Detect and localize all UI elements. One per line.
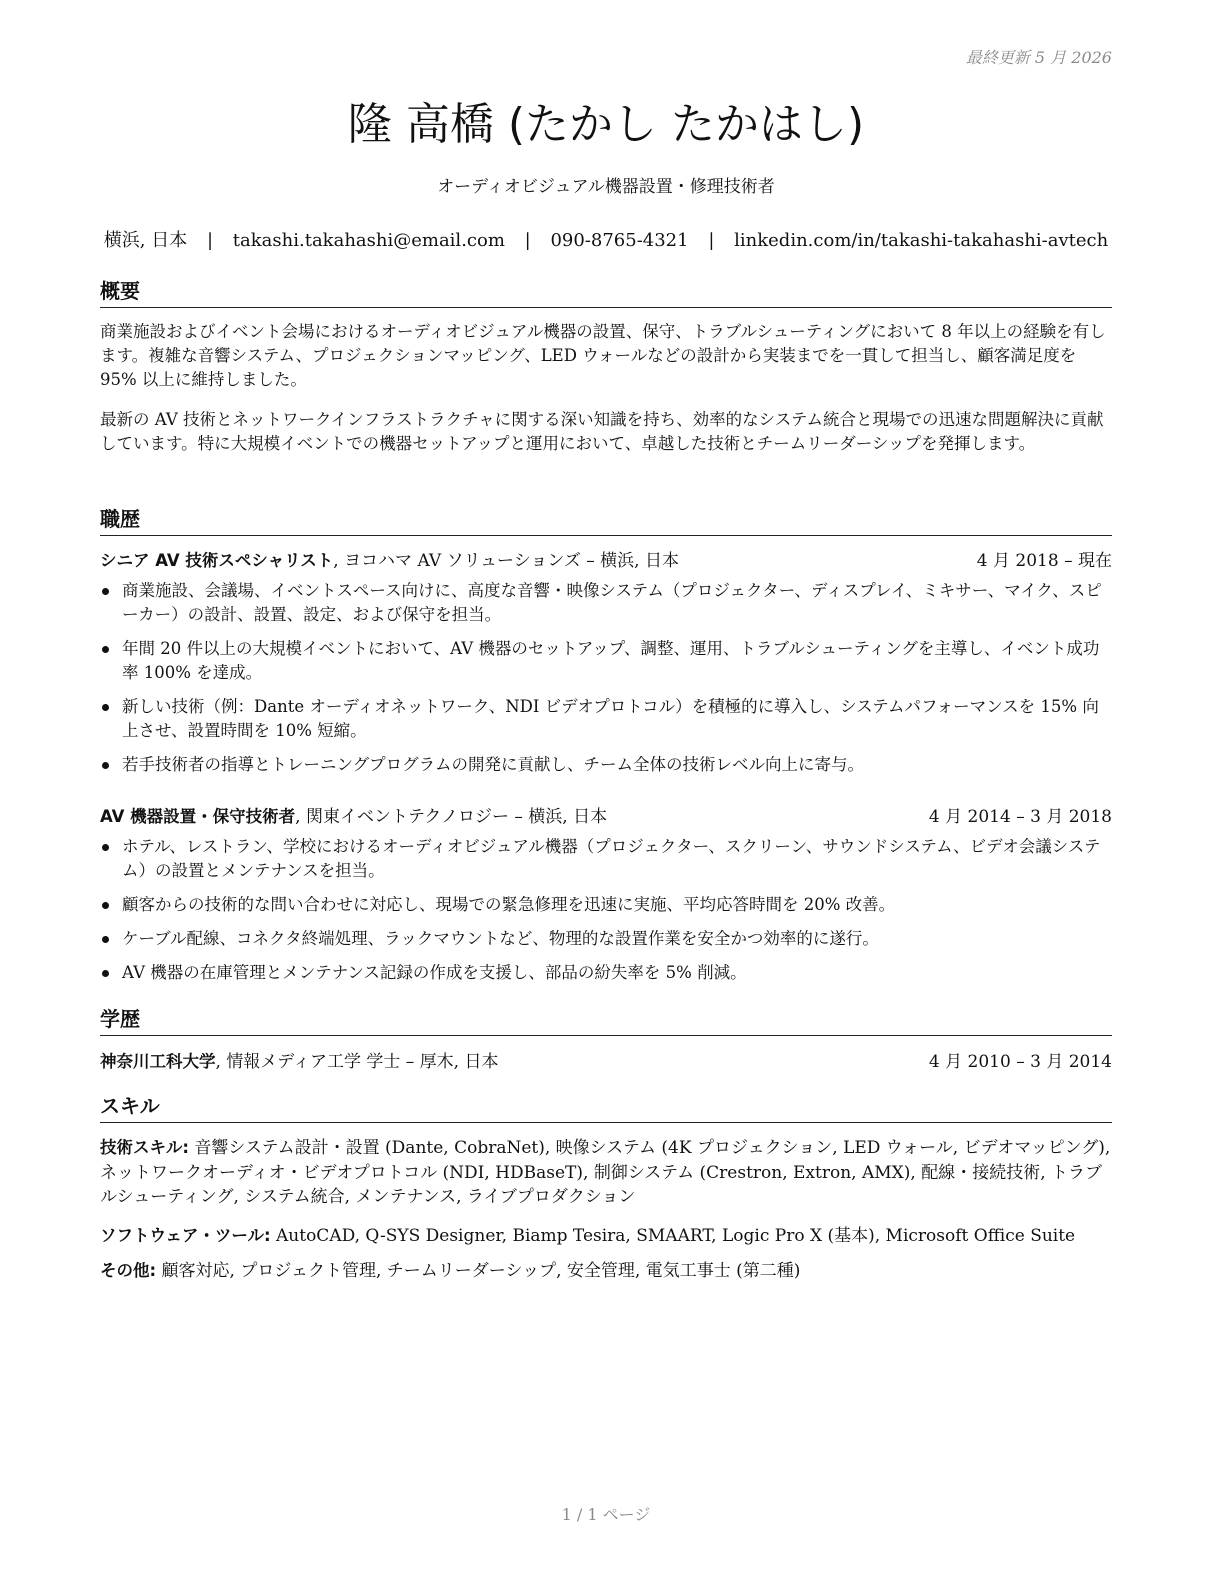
resume-page (100, 0, 1112, 1584)
job-org: , ヨコハマ AV ソリューションズ – 横浜, 日本 (333, 551, 679, 571)
list-item (100, 893, 1112, 917)
bullet-icon (102, 970, 109, 977)
job-header-2 (100, 805, 1112, 829)
job-org: , 関東イベントテクノロジー – 横浜, 日本 (295, 807, 608, 827)
skill-line-technical (100, 1136, 1112, 1210)
education-entry (100, 1050, 1112, 1074)
skill-label: その他: (100, 1261, 157, 1280)
contact-line (100, 226, 1112, 252)
bullet-text: 若手技術者の指導とトレーニングプログラムの開発に貢献し、チーム全体の技術レベル向上に寄与。 (122, 755, 865, 774)
bullet-icon (102, 936, 109, 943)
contact-location: 横浜, 日本 (103, 230, 188, 251)
skill-label: ソフトウェア・ツール: (100, 1226, 271, 1245)
bullet-icon (102, 762, 109, 769)
job-dates: 4 月 2018 – 現在 (976, 551, 1112, 571)
section-title-education: 学歴 (100, 1006, 1112, 1036)
list-item (100, 927, 1112, 951)
skill-text: AutoCAD, Q-SYS Designer, Biamp Tesira, SMAART, Logic Pro X (基本), Microsoft Office Suite (270, 1226, 1076, 1246)
job-bullets-1 (100, 579, 1112, 787)
job-bullets-2 (100, 835, 1112, 995)
job-dates: 4 月 2014 – 3 月 2018 (928, 807, 1112, 827)
list-item (100, 753, 1112, 777)
skill-label: 技術スキル: (100, 1138, 189, 1157)
skill-line-other (100, 1259, 1112, 1284)
bullet-text: ケーブル配線、コネクタ終端処理、ラックマウントなど、物理的な設置作業を安全かつ効率的に遂行。 (122, 929, 879, 948)
contact-phone[interactable]: 090-8765-4321 (550, 230, 689, 251)
page-number: 1 / 1 ページ (561, 1505, 651, 1524)
contact-linkedin-link[interactable]: linkedin.com/in/takashi-takahashi-avtech (734, 230, 1109, 251)
bullet-text: 新しい技術（例：Dante オーディオネットワーク、NDI ビデオプロトコル）を積極的に導入し、システムパフォーマンスを 15% 向上させ、設置時間を 10% 短縮。 (122, 697, 1099, 740)
section-title-experience: 職歴 (100, 506, 1112, 536)
headline: オーディオビジュアル機器設置・修理技術者 (437, 177, 775, 197)
job-header-1 (100, 549, 1112, 573)
list-item (100, 695, 1112, 743)
bullet-text: AV 機器の在庫管理とメンテナンス記録の作成を支援し、部品の紛失率を 5% 削減。 (122, 963, 747, 982)
bullet-icon (102, 704, 109, 711)
skill-text: 音響システム設計・設置 (Dante, CobraNet), 映像システム (4K プロジェクション, LED ウォール, ビデオマッピング), ネットワークオーディオ・ビデオプロトコル (NDI, HDBaseT), 制御システム (Crestron, Extron, AMX), 配線・接続技術, トラブルシューティング, システム統合, メンテナンス, ライブプロダクション (100, 1138, 1111, 1207)
contact-separator: | (524, 230, 531, 251)
candidate-name: 隆 高橋 (たかし たかはし) (347, 99, 865, 150)
contact-separator: | (206, 230, 214, 251)
list-item (100, 579, 1112, 627)
summary-paragraph-1: 商業施設およびイベント会場におけるオーディオビジュアル機器の設置、保守、トラブルシューティングにおいて 8 年以上の経験を有します。複雑な音響システム、プロジェクションマッピング、LED ウォールなどの設計から実装までを一貫して担当し、顧客満足度を 95% 以上に維持しました。 (100, 322, 1106, 389)
school-name: 神奈川工科大学 (100, 1052, 216, 1071)
skill-text: 顧客対応, プロジェクト管理, チームリーダーシップ, 安全管理, 電気工事士 (第二種) (156, 1261, 801, 1281)
bullet-text: ホテル、レストラン、学校におけるオーディオビジュアル機器（プロジェクター、スクリーン、サウンドシステム、ビデオ会議システム）の設置とメンテナンスを担当。 (122, 837, 1101, 880)
contact-separator: | (708, 230, 715, 251)
degree: , 情報メディア工学 学士 – 厚木, 日本 (215, 1052, 499, 1072)
contact-email-link[interactable]: takashi.takahashi@email.com (232, 230, 505, 251)
section-title-skills: スキル (100, 1093, 1112, 1123)
skill-line-software (100, 1224, 1112, 1249)
list-item (100, 637, 1112, 685)
job-role: シニア AV 技術スペシャリスト (100, 551, 334, 570)
bullet-text: 年間 20 件以上の大規模イベントにおいて、AV 機器のセットアップ、調整、運用、トラブルシューティングを主導し、イベント成功率 100% を達成。 (122, 639, 1100, 682)
bullet-text: 顧客からの技術的な問い合わせに対応し、現場での緊急修理を迅速に実施、平均応答時間を 20% 改善。 (122, 895, 896, 914)
bullet-icon (102, 844, 109, 851)
job-role: AV 機器設置・保守技術者 (100, 807, 296, 826)
bullet-icon (102, 646, 109, 653)
list-item (100, 835, 1112, 883)
bullet-icon (102, 902, 109, 909)
bullet-icon (102, 588, 109, 595)
summary-paragraph-2: 最新の AV 技術とネットワークインフラストラクチャに関する深い知識を持ち、効率的なシステム統合と現場での迅速な問題解決に貢献しています。特に大規模イベントでの機器セットアップと運用において、卓越した技術とチームリーダーシップを発揮します。 (100, 410, 1104, 453)
education-dates: 4 月 2010 – 3 月 2014 (928, 1052, 1112, 1072)
last-updated-date: 最終更新 5 月 2026 (965, 48, 1112, 67)
bullet-text: 商業施設、会議場、イベントスペース向けに、高度な音響・映像システム（プロジェクター、ディスプレイ、ミキサー、マイク、スピーカー）の設計、設置、設定、および保守を担当。 (122, 581, 1102, 624)
section-title-summary: 概要 (100, 278, 1112, 308)
list-item (100, 961, 1112, 985)
